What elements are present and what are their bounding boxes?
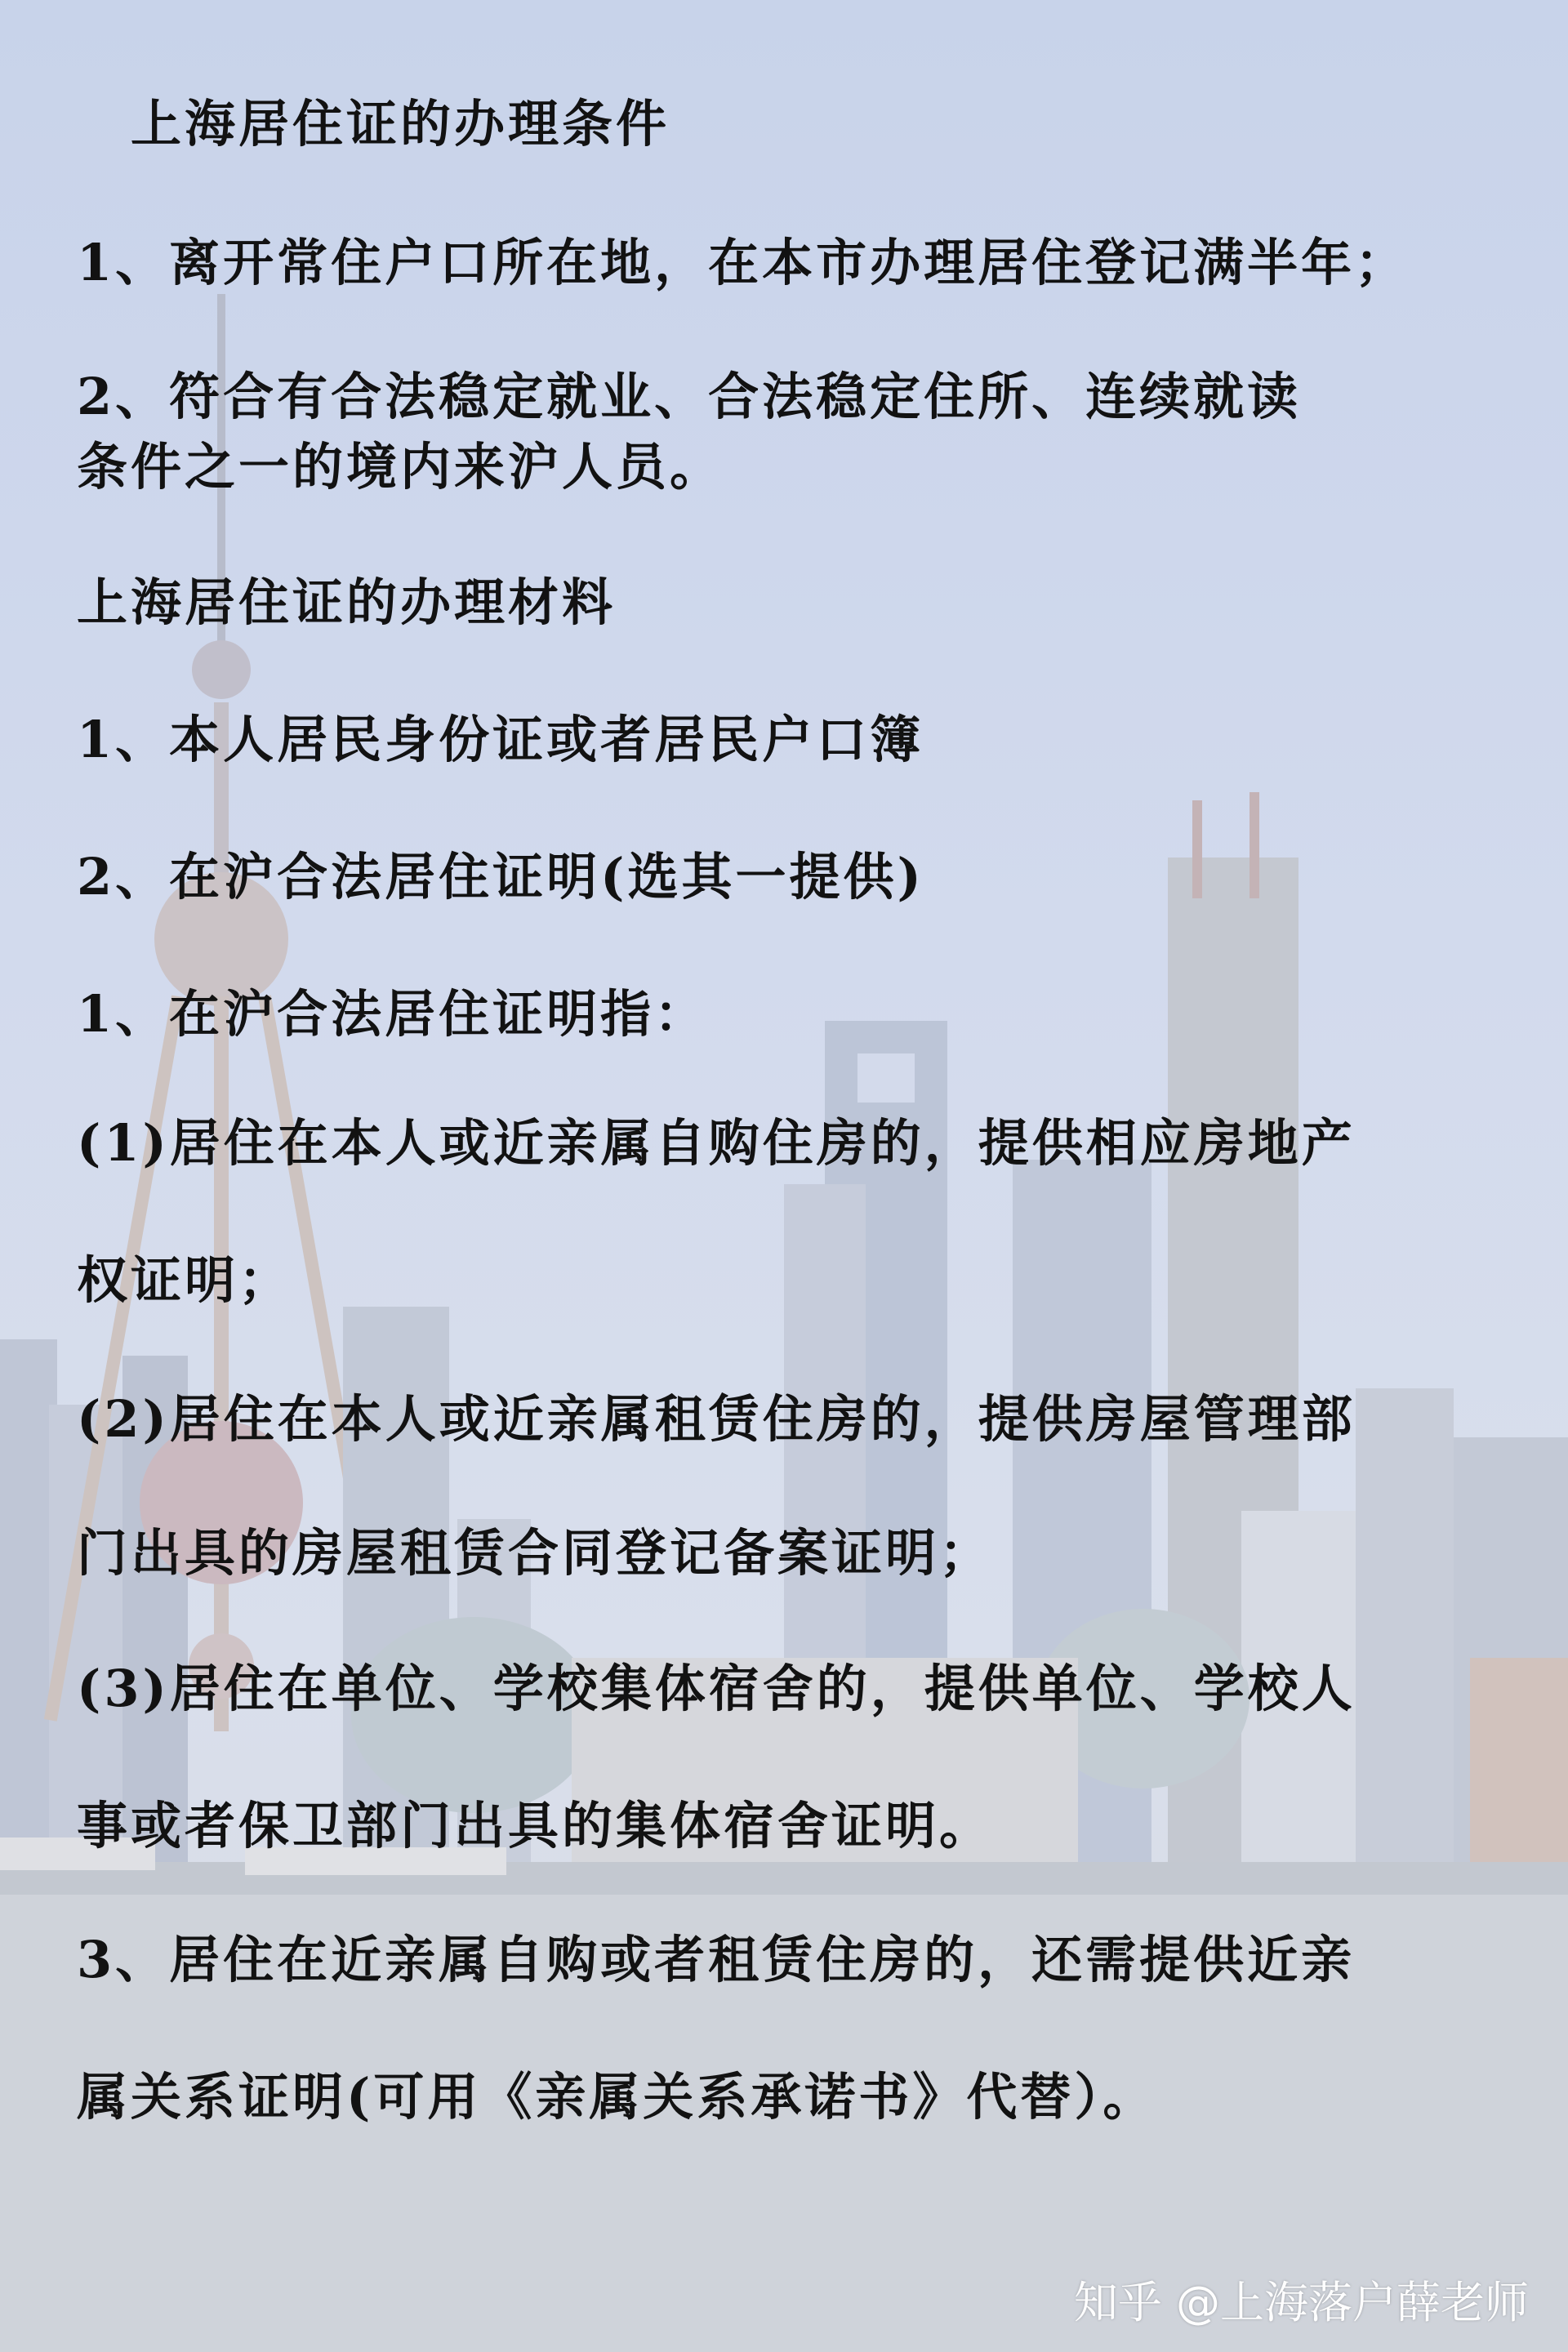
- text-line: 门出具的房屋租赁合同登记备案证明；: [77, 1523, 994, 1583]
- text-line: 2、符合有合法稳定就业、合法稳定住所、连续就读: [77, 367, 1302, 426]
- text-line: 属关系证明(可用《亲属关系承诺书》代替）。: [77, 2067, 1157, 2127]
- text-line: 1、本人居民身份证或者居民户口簿: [77, 710, 924, 769]
- text-line: 2、在沪合法居住证明(选其一提供): [77, 847, 924, 906]
- heading-materials: 上海居住证的办理材料: [77, 572, 617, 632]
- text-line: (1)居住在本人或近亲属自购住房的，提供相应房地产: [77, 1113, 1356, 1173]
- text-line: 1、在沪合法居住证明指：: [77, 984, 709, 1044]
- text-line: 条件之一的境内来沪人员。: [77, 437, 724, 497]
- text-line: (3)居住在单位、学校集体宿舍的，提供单位、学校人: [77, 1659, 1356, 1718]
- text-line: (2)居住在本人或近亲属租赁住房的，提供房屋管理部: [77, 1389, 1356, 1449]
- text-line: 1、离开常住户口所在地，在本市办理居住登记满半年；: [77, 233, 1410, 292]
- heading-conditions: 上海居住证的办理条件: [131, 94, 670, 154]
- text-line: 事或者保卫部门出具的集体宿舍证明。: [77, 1796, 994, 1855]
- zhihu-watermark: 知乎 @上海落户薛老师: [1073, 2277, 1529, 2328]
- text-line: 3、居住在近亲属自购或者租赁住房的，还需提供近亲: [77, 1930, 1356, 1989]
- text-line: 权证明；: [77, 1250, 293, 1310]
